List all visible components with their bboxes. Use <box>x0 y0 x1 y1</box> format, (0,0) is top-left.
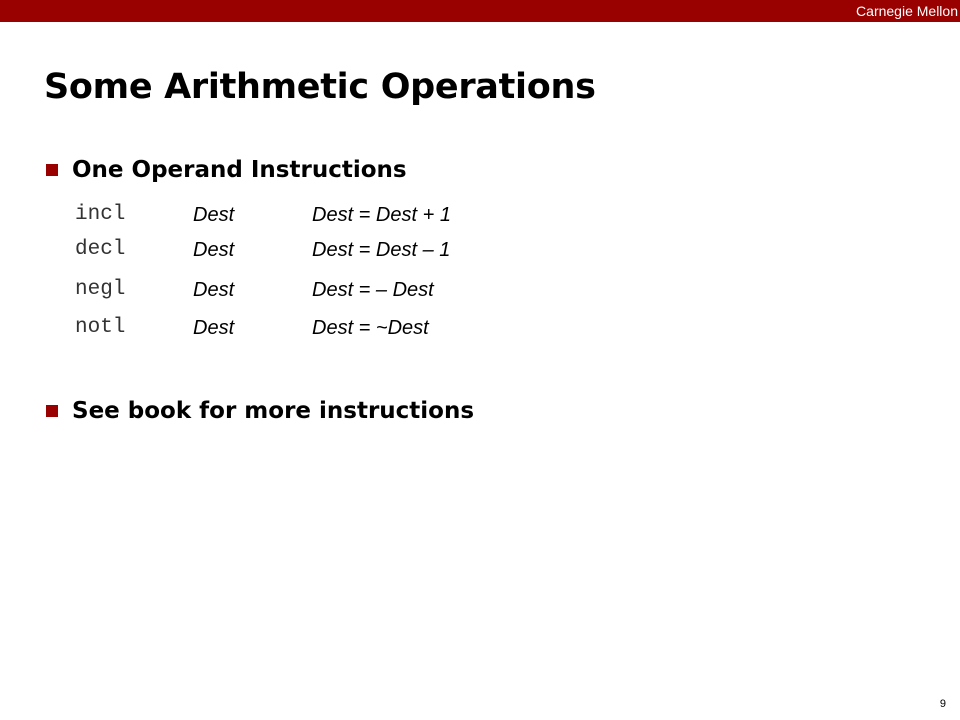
instruction-row-incl <box>75 201 775 229</box>
instruction-effect: Dest = – Dest <box>312 279 434 301</box>
instruction-effect: Dest = Dest + 1 <box>312 204 451 226</box>
brand-label: Carnegie Mellon <box>856 3 958 19</box>
slide-title: Some Arithmetic Operations <box>44 67 596 107</box>
square-bullet-icon <box>46 405 58 417</box>
page-number: 9 <box>939 698 946 710</box>
instruction-opcode: incl <box>75 203 126 226</box>
bullet-item-see-book <box>46 395 474 427</box>
bullet-text: One Operand Instructions <box>72 157 407 183</box>
instruction-operand: Dest <box>193 317 235 339</box>
instruction-opcode: decl <box>75 238 126 261</box>
bullet-text: See book for more instructions <box>72 398 475 424</box>
instruction-effect: Dest = Dest – 1 <box>312 239 451 261</box>
header-bar <box>0 0 960 22</box>
instruction-opcode: negl <box>75 278 126 301</box>
instruction-operand: Dest <box>193 239 235 261</box>
instruction-opcode: notl <box>75 316 126 339</box>
instruction-operand: Dest <box>193 279 235 301</box>
bullet-item-one-operand <box>46 154 407 186</box>
instruction-row-decl <box>75 236 775 264</box>
square-bullet-icon <box>46 164 58 176</box>
instruction-row-negl <box>75 276 775 304</box>
instruction-operand: Dest <box>193 204 235 226</box>
instruction-effect: Dest = ~Dest <box>312 317 429 339</box>
instruction-row-notl <box>75 314 775 342</box>
